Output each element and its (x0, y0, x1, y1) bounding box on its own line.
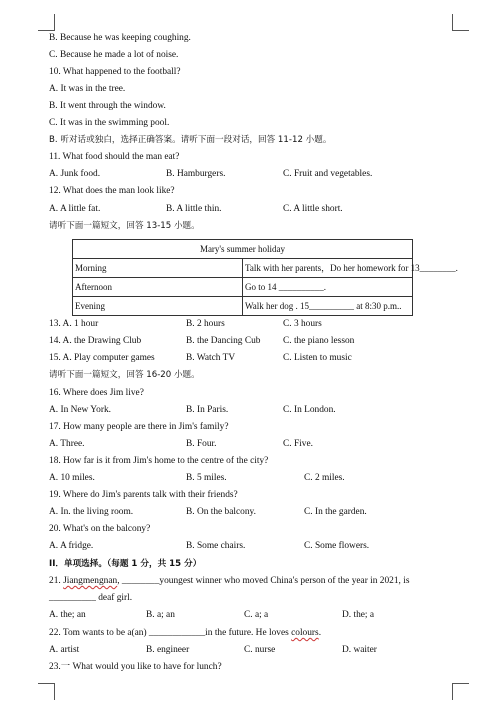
corner-mark-top-left (38, 14, 55, 31)
q13-options (49, 318, 449, 330)
instruction-13-15: 请听下面一篇短文，回答 13-15 小题。 (49, 221, 200, 231)
q14-options (49, 335, 449, 347)
question-16: 16. Where does Jim live? (49, 388, 144, 398)
section-ii-heading: II．单项选择。（每题 1 分，共 15 分） (49, 559, 202, 569)
question-11: 11. What food should the man eat? (49, 152, 180, 162)
q9-option-b: B. Because he was keeping coughing. (49, 33, 191, 43)
q22-options (49, 644, 449, 656)
q14-option-c: C. the piano lesson (283, 336, 355, 346)
q21-option-c: C. a; a (244, 610, 269, 620)
question-18: 18. How far is it from Jim's home to the centre of the city? (49, 456, 269, 466)
q11-options (49, 168, 449, 180)
q10-option-a: A. It was in the tree. (49, 84, 126, 94)
q10-option-c: C. It was in the swimming pool. (49, 118, 170, 128)
q16-option-c: C. In London. (283, 405, 336, 415)
question-10: 10. What happened to the football? (49, 67, 181, 77)
q9-option-c: C. Because he made a lot of noise. (49, 50, 179, 60)
q11-option-b: B. Hamburgers. (166, 169, 226, 179)
q21-number: 21. (49, 576, 64, 586)
q22-word: colours (291, 628, 319, 638)
question-20: 20. What's on the balcony? (49, 524, 151, 534)
q16-option-a: A. In New York. (49, 405, 111, 415)
q19-option-a: A. In. the living room. (49, 507, 134, 517)
q13-option-b: B. 2 hours (186, 319, 225, 329)
table-row (73, 259, 413, 278)
q12-options (49, 203, 449, 215)
q19-option-c: C. In the garden. (304, 507, 367, 517)
q19-options (49, 506, 449, 518)
q22-option-a: A. artist (49, 645, 80, 655)
row-label: Afternoon (73, 278, 243, 297)
q14-option-b: B. the Dancing Cub (186, 336, 261, 346)
q13-option-a: 13. A. 1 hour (49, 319, 99, 329)
question-19: 19. Where do Jim's parents talk with their friends? (49, 490, 238, 500)
corner-mark-bottom-right (452, 683, 469, 700)
q22-text: 22. Tom wants to be a(an) ____________in the future. He loves (49, 628, 292, 638)
q12-option-b: B. A little thin. (166, 204, 222, 214)
q21-option-b: B. a; an (146, 610, 175, 620)
section-b-instruction: B. 听对话或独白，选择正确答案。请听下面一段对话，回答 11-12 小题。 (49, 135, 332, 145)
q12-option-a: A. A little fat. (49, 204, 101, 214)
q22-option-c: C. nurse (244, 645, 276, 655)
q17-option-c: C. Five. (283, 439, 313, 449)
q19-option-b: B. On the balcony. (186, 507, 256, 517)
row-label: Evening (73, 297, 243, 316)
q21-option-a: A. the; an (49, 610, 86, 620)
q17-option-b: B. Four. (186, 439, 217, 449)
q21-text: , ________youngest winner who moved China's person of the year in 2021, is (117, 576, 410, 586)
q11-option-a: A. Junk food. (49, 169, 101, 179)
q20-options (49, 540, 449, 552)
q14-option-a: 14. A. the Drawing Club (49, 336, 142, 346)
q15-options (49, 352, 449, 364)
q16-option-b: B. In Paris. (186, 405, 229, 415)
marys-holiday-table (72, 239, 458, 316)
q21-options (49, 609, 449, 621)
question-22 (49, 627, 321, 639)
q20-option-b: B. Some chairs. (186, 541, 246, 551)
q15-option-a: 15. A. Play computer games (49, 353, 155, 363)
table-row (73, 297, 413, 316)
q21-name: Jiangmengnan (63, 576, 118, 586)
q20-option-a: A. A fridge. (49, 541, 94, 551)
corner-mark-top-right (452, 14, 469, 31)
q18-options (49, 472, 449, 484)
row-value: Walk her dog . 15__________ at 8:30 p.m.. (243, 297, 413, 316)
q21-line-2: __________ deaf girl. (49, 593, 133, 603)
corner-mark-bottom-left (38, 683, 55, 700)
table-title: Mary's summer holiday (73, 240, 413, 259)
q20-option-c: C. Some flowers. (304, 541, 370, 551)
q22-end: . (318, 628, 322, 638)
question-17: 17. How many people are there in Jim's family? (49, 422, 229, 432)
row-label: Morning (73, 259, 243, 278)
q15-option-b: B. Watch TV (186, 353, 236, 363)
q21-option-d: D. the; a (342, 610, 375, 620)
q22-option-b: B. engineer (146, 645, 190, 655)
instruction-16-20: 请听下面一篇短文，回答 16-20 小题。 (49, 370, 200, 380)
q16-options (49, 404, 449, 416)
q22-option-d: D. waiter (342, 645, 377, 655)
q17-option-a: A. Three. (49, 439, 85, 449)
q15-option-c: C. Listen to music (283, 353, 352, 363)
question-23: 23.一 What would you like to have for lunch? (49, 662, 222, 672)
row-value: Talk with her parents，Do her homework for 13________. (243, 259, 413, 278)
question-21 (49, 575, 410, 587)
q18-option-a: A. 10 miles. (49, 473, 95, 483)
question-12: 12. What does the man look like? (49, 186, 175, 196)
q12-option-c: C. A little short. (283, 204, 343, 214)
q18-option-c: C. 2 miles. (304, 473, 345, 483)
table-row (73, 278, 413, 297)
row-value: Go to 14 __________. (243, 278, 413, 297)
q17-options (49, 438, 449, 450)
q18-option-b: B. 5 miles. (186, 473, 227, 483)
q13-option-c: C. 3 hours (283, 319, 322, 329)
q10-option-b: B. It went through the window. (49, 101, 166, 111)
q11-option-c: C. Fruit and vegetables. (283, 169, 373, 179)
